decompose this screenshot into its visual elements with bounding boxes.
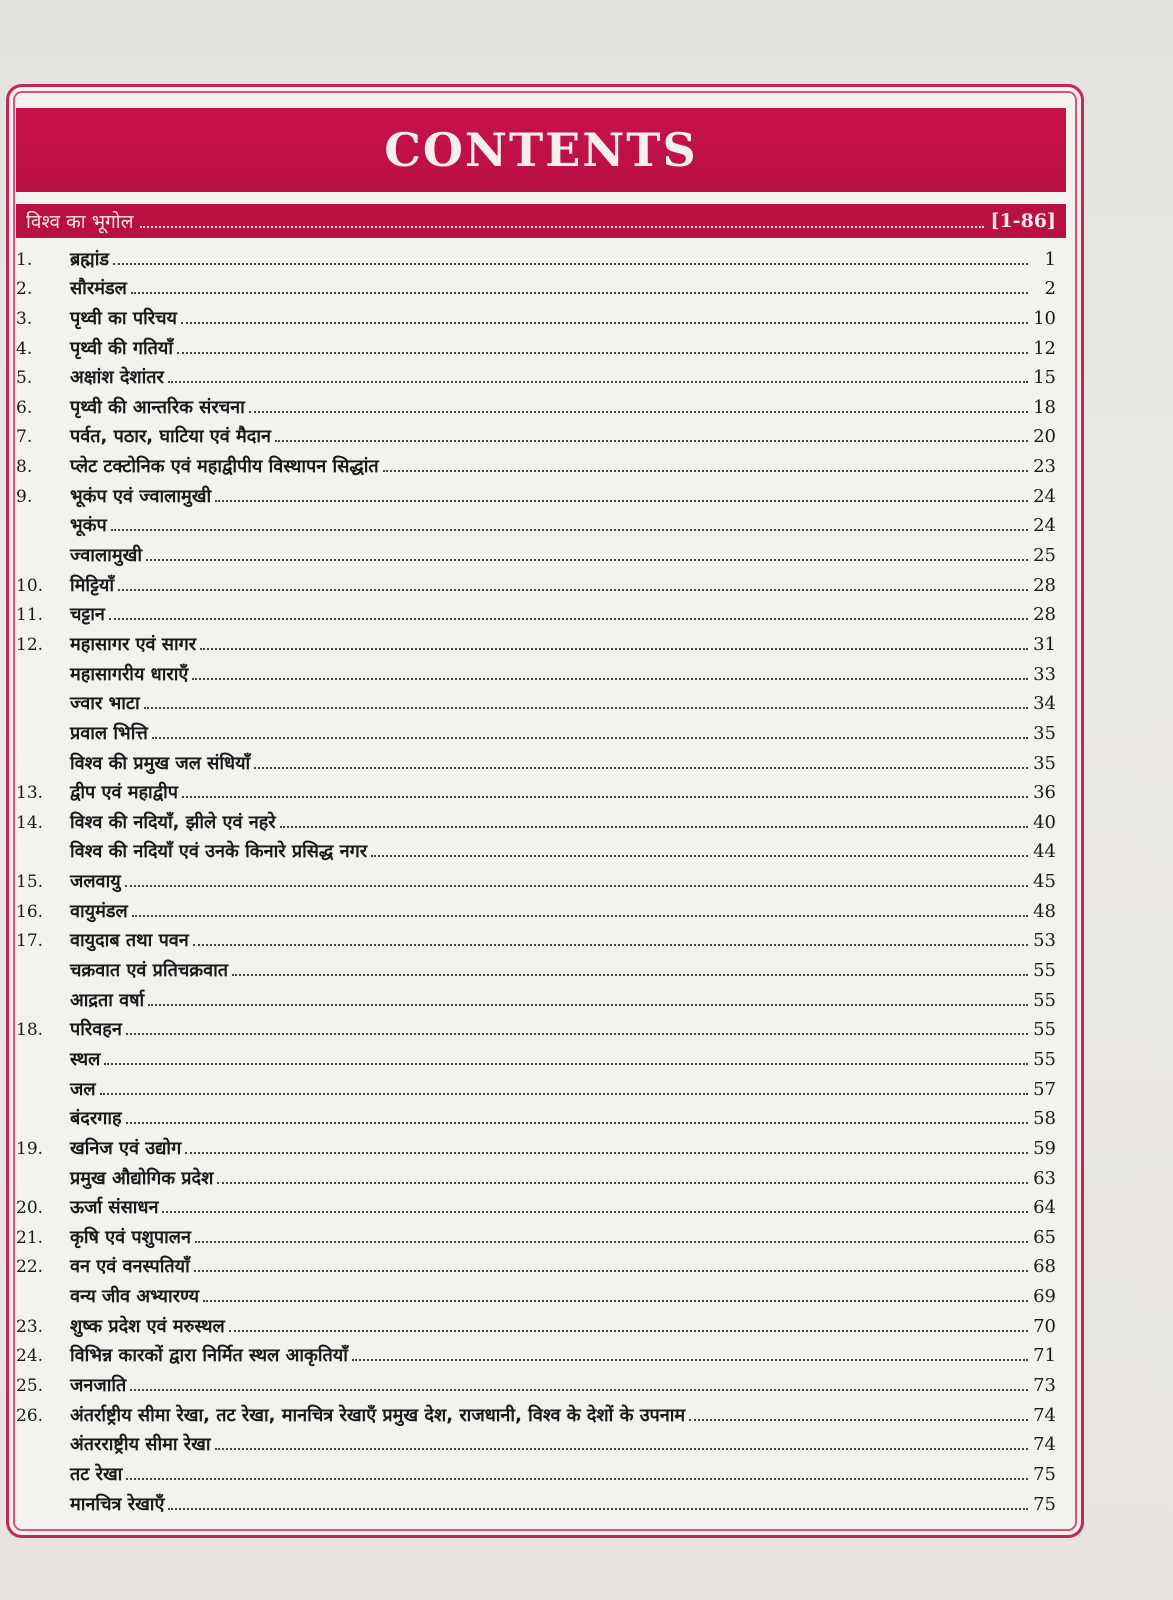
toc-entry-title: ज्वालामुखी (70, 545, 142, 567)
toc-leader-dots (130, 1389, 1028, 1391)
toc-entry[interactable] (16, 864, 1056, 894)
toc-entry-number: 11. (16, 605, 44, 626)
toc-entry-title: प्रमुख औद्योगिक प्रदेश (70, 1167, 214, 1189)
toc-entry[interactable] (16, 1368, 1056, 1398)
toc-entry[interactable] (16, 331, 1056, 361)
toc-entry-number: 25. (16, 1375, 44, 1396)
toc-leader-dots (275, 440, 1028, 442)
toc-entry[interactable] (16, 449, 1056, 479)
toc-entry-number (16, 981, 70, 983)
page-title: CONTENTS (384, 123, 698, 177)
toc-leader-dots (125, 885, 1028, 887)
toc-leader-dots (104, 1063, 1028, 1065)
toc-entry-number: 6. (16, 397, 33, 418)
toc-entry-title: खनिज एवं उद्योग (70, 1137, 182, 1159)
toc-leader-dots (232, 974, 1028, 976)
toc-entry-title: तट रेखा (70, 1463, 123, 1485)
toc-leader-dots (200, 648, 1028, 650)
toc-entry-title: महासागर एवं सागर (70, 633, 197, 655)
toc-entry-title: मिट्टियाँ (70, 574, 114, 596)
toc-entry-page: 23 (1033, 456, 1056, 478)
toc-leader-dots (182, 796, 1028, 798)
toc-entry-page: 75 (1033, 1463, 1056, 1485)
toc-entry-number: 7. (16, 427, 33, 448)
toc-entry-number: 18. (16, 1020, 44, 1041)
toc-entry-page: 18 (1033, 396, 1056, 418)
toc-entry-number: 9. (16, 486, 33, 507)
toc-entry-number: 26. (16, 1405, 44, 1426)
toc-entry[interactable] (16, 1250, 1056, 1280)
toc-leader-dots (132, 915, 1028, 917)
toc-entry-page: 15 (1033, 367, 1056, 389)
toc-leader-dots (254, 767, 1028, 769)
toc-entry-page: 31 (1033, 633, 1056, 655)
toc-entry[interactable] (16, 1131, 1056, 1161)
toc-leader-dots (215, 500, 1028, 502)
toc-entry[interactable] (16, 1279, 1056, 1309)
toc-entry-number (16, 1307, 70, 1309)
toc-entry[interactable] (16, 687, 1056, 717)
toc-entry-number (16, 536, 70, 538)
toc-entry-number: 19. (16, 1138, 44, 1159)
toc-leader-dots (126, 1478, 1028, 1480)
toc-entry-page: 25 (1033, 545, 1056, 567)
toc-entry-page: 57 (1033, 1078, 1056, 1100)
toc-entry-page: 75 (1033, 1493, 1056, 1515)
toc-entry-number (16, 1455, 70, 1457)
toc-entry[interactable] (16, 1072, 1056, 1102)
toc-entry-title: आद्रता वर्षा (70, 989, 145, 1011)
toc-entry-page: 71 (1033, 1345, 1056, 1367)
toc-entry-title: द्वीप एवं महाद्वीप (70, 782, 178, 804)
toc-entry-title: ब्रह्मांड (70, 248, 109, 270)
toc-entry-page: 35 (1033, 722, 1056, 744)
toc-entry-number: 20. (16, 1198, 44, 1219)
toc-leader-dots (144, 707, 1028, 709)
toc-entry-page: 20 (1033, 426, 1056, 448)
toc-leader-dots (192, 678, 1028, 680)
toc-entry-number (16, 1485, 70, 1487)
toc-leader-dots (148, 1004, 1028, 1006)
toc-entry-number: 17. (16, 931, 44, 952)
toc-entry-page: 64 (1033, 1197, 1056, 1219)
toc-leader-dots (383, 470, 1028, 472)
toc-leader-dots (146, 559, 1028, 561)
toc-entry[interactable] (16, 894, 1056, 924)
toc-entry[interactable] (16, 1161, 1056, 1191)
toc-entry-number (16, 774, 70, 776)
toc-entry[interactable] (16, 627, 1056, 657)
toc-entry-title: विभिन्न कारकों द्वारा निर्मित स्थल आकृतियाँ (70, 1345, 348, 1367)
toc-entry[interactable] (16, 420, 1056, 450)
toc-entry[interactable] (16, 272, 1056, 302)
toc-leader-dots (689, 1419, 1028, 1421)
toc-entry-number (16, 566, 70, 568)
toc-entry[interactable] (16, 1487, 1056, 1517)
toc-leader-dots (352, 1359, 1028, 1361)
toc-entry[interactable] (16, 479, 1056, 509)
toc-entry-title: अंतर्राष्ट्रीय सीमा रेखा, तट रेखा, मानचित्र रेखाएँ प्रमुख देश, राजधानी, विश्व के देशों के उपनाम (70, 1404, 686, 1426)
toc-entry-title: अक्षांश देशांतर (70, 367, 164, 389)
toc-leader-dots (280, 826, 1028, 828)
toc-entry-page: 55 (1033, 1019, 1056, 1041)
toc-entry-number: 8. (16, 457, 33, 478)
toc-entry-page: 59 (1033, 1137, 1056, 1159)
toc-leader-dots (162, 1211, 1028, 1213)
toc-leader-dots (249, 411, 1028, 413)
toc-entry[interactable] (16, 509, 1056, 539)
toc-leader-dots (109, 618, 1028, 620)
toc-leader-dots (126, 1033, 1028, 1035)
toc-entry[interactable] (16, 390, 1056, 420)
toc-entry-page: 69 (1033, 1286, 1056, 1308)
toc-entry[interactable] (16, 1042, 1056, 1072)
toc-entry-title: ज्वार भाटा (70, 693, 140, 715)
toc-entry-number: 15. (16, 872, 44, 893)
toc-entry-title: वायुदाब तथा पवन (70, 930, 189, 952)
toc-entry[interactable] (16, 953, 1056, 983)
toc-entry-title: विश्व की नदियाँ, झीले एवं नहरे (70, 811, 276, 833)
toc-entry-title: प्लेट टक्टोनिक एवं महाद्वीपीय विस्थापन सिद्धांत (70, 456, 379, 478)
toc-leader-dots (168, 381, 1028, 383)
toc-entry-number: 22. (16, 1257, 44, 1278)
toc-entry-title: मानचित्र रेखाएँ (70, 1493, 165, 1515)
toc-leader-dots (113, 263, 1028, 265)
toc-entry-page: 74 (1033, 1404, 1056, 1426)
toc-leader-dots (100, 1093, 1028, 1095)
toc-entry-title: जल (70, 1078, 96, 1100)
toc-leader-dots (194, 1270, 1028, 1272)
toc-entry-number (16, 1129, 70, 1131)
toc-entry-page: 28 (1033, 604, 1056, 626)
toc-leader-dots (126, 1122, 1028, 1124)
toc-entry-title: जनजाति (70, 1374, 127, 1396)
toc-entry-title: वन्य जीव अभ्यारण्य (70, 1286, 200, 1308)
toc-entry-number: 23. (16, 1316, 44, 1337)
toc-entry[interactable] (16, 538, 1056, 568)
toc-entry-page: 40 (1033, 811, 1056, 833)
toc-entry-number: 5. (16, 368, 33, 389)
toc-entry-title: परिवहन (70, 1019, 122, 1041)
toc-entry-number (16, 862, 70, 864)
toc-entry-page: 1 (1044, 248, 1056, 270)
toc-entry-number: 10. (16, 575, 44, 596)
toc-entry-page: 44 (1033, 841, 1056, 863)
toc-entry[interactable] (16, 361, 1056, 391)
toc-entry-page: 2 (1044, 278, 1056, 300)
toc-entry-number: 2. (16, 279, 33, 300)
toc-entry-number: 24. (16, 1346, 44, 1367)
toc-entry-page: 55 (1033, 1048, 1056, 1070)
toc-entry[interactable] (16, 1220, 1056, 1250)
toc-leader-dots (177, 352, 1028, 354)
toc-entry-number: 3. (16, 308, 33, 329)
toc-entry-number (16, 714, 70, 716)
toc-entry[interactable] (16, 598, 1056, 628)
toc-entry-page: 70 (1033, 1315, 1056, 1337)
toc-leader-dots (185, 1152, 1028, 1154)
toc-entry-title: वन एवं वनस्पतियाँ (70, 1256, 190, 1278)
toc-entry[interactable] (16, 1191, 1056, 1221)
toc-entry-title: ऊर्जा संसाधन (70, 1197, 159, 1219)
toc-entry-number (16, 1100, 70, 1102)
toc-entry-number: 13. (16, 783, 44, 804)
toc-entry-title: प्रवाल भित्ति (70, 722, 148, 744)
toc-entry[interactable] (16, 776, 1056, 806)
toc-entry[interactable] (16, 301, 1056, 331)
toc-entry[interactable] (16, 1457, 1056, 1487)
toc-entry-page: 55 (1033, 960, 1056, 982)
toc-entry-title: पर्वत, पठार, घाटिया एवं मैदान (70, 426, 272, 448)
toc-entry-number (16, 1011, 70, 1013)
toc-entry-number: 16. (16, 901, 44, 922)
toc-entry-title: चक्रवात एवं प्रतिचक्रवात (70, 960, 229, 982)
toc-entry-number: 1. (16, 249, 33, 270)
toc-entry-title: बंदरगाह (70, 1108, 122, 1130)
toc-entry-title: कृषि एवं पशुपालन (70, 1226, 191, 1248)
toc-entry-number: 4. (16, 338, 33, 359)
toc-entry-number (16, 1189, 70, 1191)
toc-entry-page: 35 (1033, 752, 1056, 774)
toc-entry-number: 14. (16, 812, 44, 833)
toc-leader-dots (193, 944, 1028, 946)
toc-leader-dots (371, 855, 1028, 857)
toc-entry[interactable] (16, 1013, 1056, 1043)
toc-list (16, 242, 1056, 1517)
toc-entry[interactable] (16, 1309, 1056, 1339)
toc-leader-dots (131, 292, 1028, 294)
toc-entry-page: 73 (1033, 1374, 1056, 1396)
toc-entry-page: 65 (1033, 1226, 1056, 1248)
toc-entry[interactable] (16, 716, 1056, 746)
toc-entry-title: विश्व की नदियाँ एवं उनके किनारे प्रसिद्ध नगर (70, 841, 368, 863)
toc-entry-title: पृथ्वी का परिचय (70, 307, 177, 329)
toc-entry[interactable] (16, 1428, 1056, 1458)
toc-entry-page: 34 (1033, 693, 1056, 715)
toc-leader-dots (229, 1330, 1028, 1332)
toc-entry-page: 12 (1033, 337, 1056, 359)
toc-leader-dots (195, 1241, 1028, 1243)
toc-entry-page: 10 (1033, 307, 1056, 329)
toc-entry-number: 21. (16, 1227, 44, 1248)
section-page-range: [1-86] (990, 210, 1056, 232)
toc-entry[interactable] (16, 835, 1056, 865)
toc-leader-dots (203, 1300, 1028, 1302)
toc-entry-page: 58 (1033, 1108, 1056, 1130)
toc-entry-title: वायुमंडल (70, 900, 128, 922)
toc-leader-dots (118, 589, 1028, 591)
toc-leader-dots (152, 737, 1028, 739)
toc-leader-dots (217, 1182, 1028, 1184)
toc-entry-page: 24 (1033, 515, 1056, 537)
toc-entry[interactable] (16, 1339, 1056, 1369)
section-title: विश्व का भूगोल (26, 211, 134, 233)
toc-entry[interactable] (16, 1398, 1056, 1428)
toc-entry-title: जलवायु (70, 871, 121, 893)
toc-entry-title: महासागरीय धाराएँ (70, 663, 189, 685)
toc-entry-page: 45 (1033, 871, 1056, 893)
toc-entry-page: 33 (1033, 663, 1056, 685)
toc-leader-dots (168, 1508, 1028, 1510)
toc-entry-page: 55 (1033, 989, 1056, 1011)
toc-entry-page: 28 (1033, 574, 1056, 596)
toc-entry[interactable] (16, 924, 1056, 954)
toc-entry-page: 63 (1033, 1167, 1056, 1189)
section-leader-dots (140, 214, 985, 228)
toc-entry-title: स्थल (70, 1048, 101, 1070)
toc-entry-number (16, 744, 70, 746)
toc-entry-title: चट्टान (70, 604, 105, 626)
toc-entry-page: 36 (1033, 782, 1056, 804)
toc-entry[interactable] (16, 568, 1056, 598)
toc-entry[interactable] (16, 1102, 1056, 1132)
toc-leader-dots (111, 529, 1028, 531)
toc-entry[interactable] (16, 983, 1056, 1013)
toc-leader-dots (181, 322, 1028, 324)
toc-entry-title: सौरमंडल (70, 278, 127, 300)
toc-entry-page: 48 (1033, 900, 1056, 922)
toc-entry-title: पृथ्वी की आन्तरिक संरचना (70, 396, 245, 418)
toc-entry-title: भूकंप एवं ज्वालामुखी (70, 485, 212, 507)
toc-entry-title: अंतरराष्ट्रीय सीमा रेखा (70, 1434, 211, 1456)
toc-entry-number: 12. (16, 634, 44, 655)
contents-title-bar (16, 108, 1066, 192)
toc-entry-number (16, 685, 70, 687)
toc-entry-number (16, 1515, 70, 1517)
toc-entry[interactable] (16, 242, 1056, 272)
toc-entry[interactable] (16, 805, 1056, 835)
toc-entry-page: 53 (1033, 930, 1056, 952)
toc-entry-title: विश्व की प्रमुख जल संधियाँ (70, 752, 251, 774)
toc-entry-number (16, 1070, 70, 1072)
toc-leader-dots (215, 1448, 1028, 1450)
toc-entry-page: 74 (1033, 1434, 1056, 1456)
toc-entry[interactable] (16, 657, 1056, 687)
toc-entry-title: पृथ्वी की गतियाँ (70, 337, 174, 359)
toc-entry-title: भूकंप (70, 515, 107, 537)
toc-entry-page: 68 (1033, 1256, 1056, 1278)
toc-entry-title: शुष्क प्रदेश एवं मरुस्थल (70, 1315, 225, 1337)
toc-entry-page: 24 (1033, 485, 1056, 507)
section-header[interactable] (16, 204, 1066, 238)
toc-entry[interactable] (16, 746, 1056, 776)
